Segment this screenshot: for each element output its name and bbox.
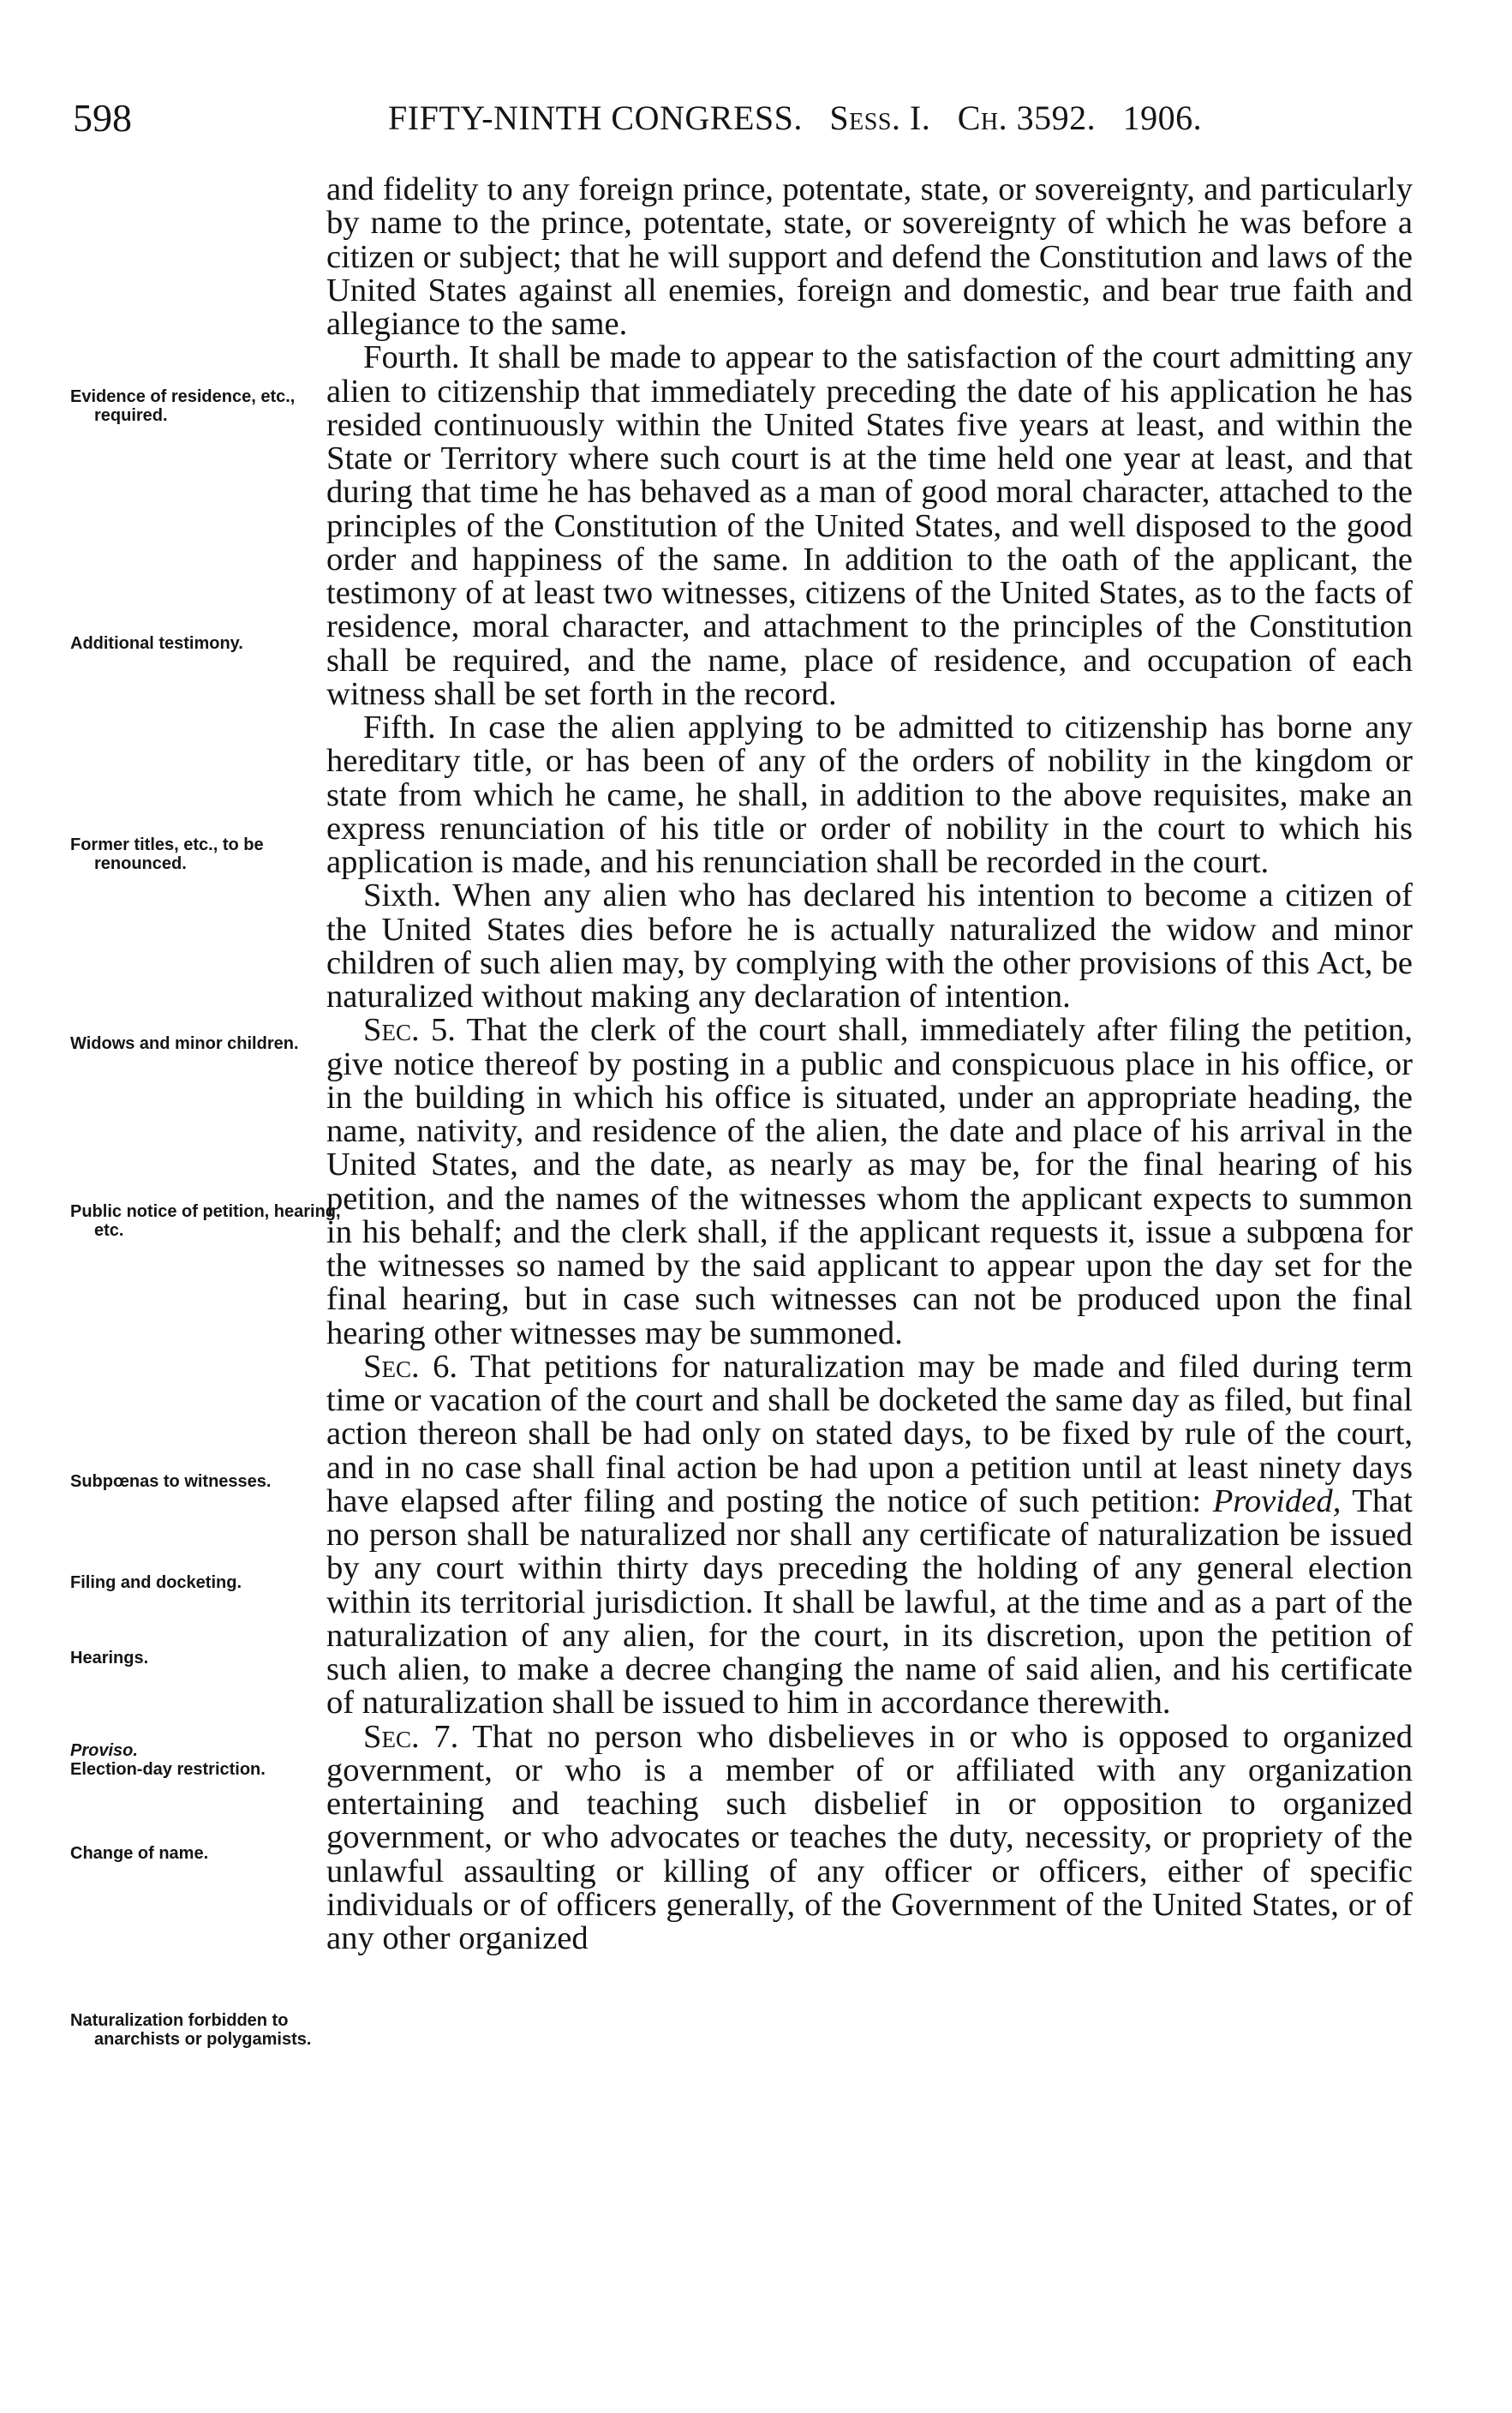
section-5-text: That the clerk of the court shall, immediately after filing the petition, give notice thereof by posting in a public and conspicuous place in his office, or in the building in which his office is situated, under an appropriate heading, the name, nativity, and residence of the alien, the date and place of his arrival in the United States, and the date, as nearly as may be, for the final hearing of his petition, and the names of the witnesses whom the applicant expects to summon in his behalf; and the clerk shall, if the applicant requests it, issue a subpœna for the witnesses so named by the said applicant to appear upon the day set for the final hearing, but in case such witnesses can not be produced upon the final hearing other witnesses may be summoned. [326, 1012, 1413, 1351]
section-6-text: That petitions for naturalization may be made and filed during term time or vacation of the court and shall be docketed the same day as filed, but final action thereon shall be had only on stated days, to be fixed by rule of the court, and in no case shall final action be had upon a petition until at least ninety days have elapsed after filing and posting the notice of such petition: [326, 1348, 1413, 1519]
section-6-proviso-text: That no person shall be naturalized nor shall any certificate of naturalization be issued by any court within thirty days preceding the holding of any general election within its territorial jurisdiction. It shall be lawful, at the time and as a part of the naturalization of any alien, for the court, in its discretion, upon the petition of such alien, to make a decree changing the name of said alien, and his certificate of naturalization shall be issued to him in accordance therewith. [326, 1482, 1413, 1721]
margin-note-proviso [70, 1741, 343, 1760]
margin-note-hearings: Hearings. [70, 1649, 149, 1668]
year-label: 1906. [1122, 99, 1203, 137]
section-5-label: Sec. 5. [363, 1012, 456, 1049]
paragraph-fifth: Fifth. In case the alien applying to be admitted to citizenship has borne any hereditary title, or has been of any of the orders of nobility in the kingdom or state from which he came, he shall, in addition to the above requisites, make an express renunciation of his title or order of nobility in the court to which his application is made, and his renunciation shall be recorded in the court. [326, 710, 1413, 880]
margin-note-testimony: Additional testimony. [70, 634, 243, 653]
margin-note-widows: Widows and minor children. [70, 1034, 299, 1053]
paragraph-sixth: Sixth. When any alien who has declared his intention to become a citizen of the United States dies before he is actually naturalized the widow and minor children of such alien may, by complying with the other provisions of this Act, be naturalized without making any declaration of intention. [326, 877, 1413, 1015]
paragraph-fourth: Fourth. It shall be made to appear to the satisfaction of the court admitting any alien to citizenship that immediately preceding the date of his application he has resided continuously within the United States five years at least, and within the State or Territory where such court is at the time held one year at least, and that during that time he has behaved as a man of good moral character, attached to the principles of the Constitution of the United States, and well disposed to the good order and happiness of the same. In addition to the oath of the applicant, the testimony of at least two witnesses, citizens of the United States, as to the facts of residence, moral character, and attachment to the principles of the Constitution shall be required, and the name, place of residence, and occupation of each witness shall be set forth in the record. [326, 339, 1413, 712]
running-header [73, 93, 1409, 144]
provided-label: Provided, [1212, 1482, 1342, 1519]
paragraph-oath-continued: and fidelity to any foreign prince, potentate, state, or sovereignty, and particularly by name to the prince, potentate, state, or sovereignty of which he was before a citizen or subject; that he will support and defend the Constitution and laws of the United States against all enemies, foreign and domestic, and bear true faith and allegiance to the same. [326, 171, 1413, 342]
section-7-label: Sec. 7. [363, 1718, 459, 1755]
margin-note-filing: Filing and docketing. [70, 1573, 242, 1592]
section-7-text: That no person who disbelieves in or who is opposed to organized government, or who is a member of or affiliated with any organization entertaining and teaching such disbelief in or opposition to organized government, or who advocates or teaches the duty, necessity, or propriety of the unlawful assaulting or killing of any officer or officers, either of specific individuals or of officers generally, of the Government of the United States, or of any other organized [326, 1718, 1413, 1956]
session-label: Sess. I. [829, 99, 931, 137]
margin-note-titles: Former titles, etc., to be renounced. [70, 835, 264, 873]
margin-note-anarchists: Naturalization forbidden to anarchists or polygamists. [70, 2011, 312, 2049]
section-6-label: Sec. 6. [363, 1348, 458, 1385]
margin-note-election: Election-day restriction. [70, 1760, 266, 1779]
congress-title: FIFTY-NINTH CONGRESS. [388, 99, 803, 137]
margin-note-change-name: Change of name. [70, 1844, 209, 1863]
paragraph-section-7 [326, 1718, 1413, 1956]
margin-note-subpoenas: Subpœnas to witnesses. [70, 1472, 272, 1491]
margin-note-public-notice: Public notice of petition, hearing, etc. [70, 1202, 341, 1240]
margin-note-residence: Evidence of residence, etc., required. [70, 387, 296, 425]
statute-text [326, 173, 1413, 1955]
proviso-label: Proviso. [70, 1741, 138, 1760]
paragraph-section-6 [326, 1350, 1413, 1721]
page-number: 598 [73, 96, 132, 140]
chapter-label: Ch. 3592. [957, 99, 1097, 137]
running-title [388, 93, 1202, 144]
paragraph-section-5 [326, 1014, 1413, 1350]
